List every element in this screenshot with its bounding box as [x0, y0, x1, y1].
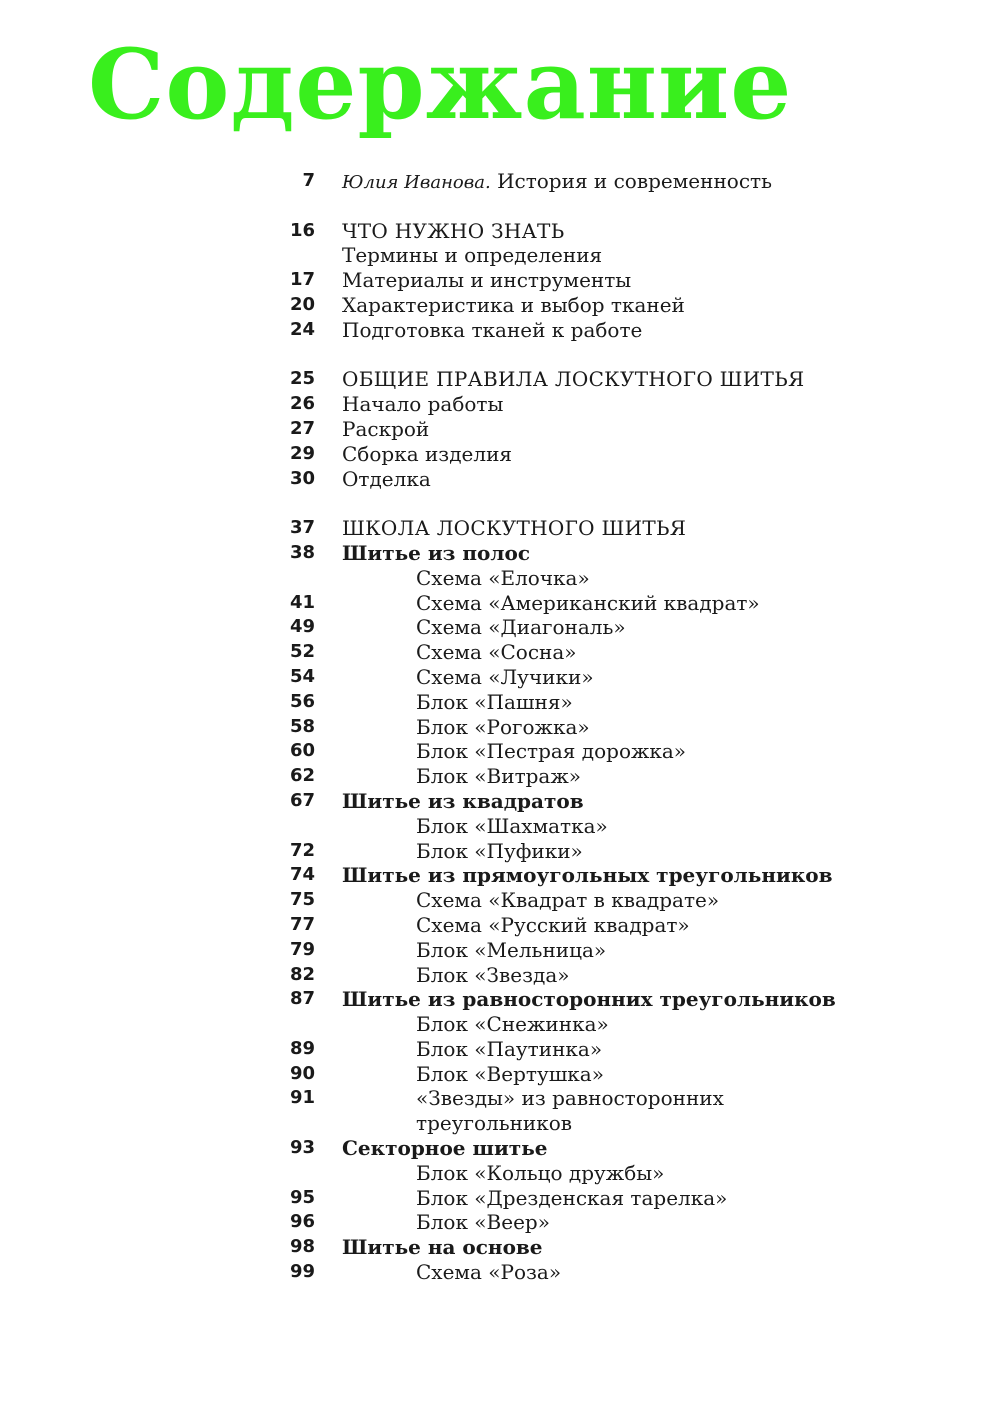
toc-page-number: 72	[289, 839, 315, 861]
toc-entry-text: Секторное шитье	[342, 1136, 548, 1161]
toc-entry-text: Отделка	[342, 466, 431, 491]
toc-entry-text: Блок «Веер»	[416, 1210, 550, 1235]
toc-entry-text: Шитье на основе	[342, 1235, 543, 1260]
toc-row[interactable]	[0, 814, 1000, 839]
toc-page-number: 62	[289, 765, 315, 787]
toc-row[interactable]	[0, 591, 1000, 616]
toc-entry-text: Схема «Американский квадрат»	[416, 590, 760, 615]
toc-page-number: 7	[302, 170, 315, 191]
toc-page-number: 79	[289, 938, 315, 960]
toc-page-number: 41	[289, 591, 315, 613]
toc-row[interactable]	[0, 938, 1000, 963]
toc-entry-text: «Звезды» из равносторонних	[416, 1086, 724, 1111]
section-gap	[0, 343, 1000, 368]
toc-row[interactable]	[0, 516, 1000, 541]
toc-row[interactable]	[0, 1037, 1000, 1062]
toc-entry-text: Схема «Сосна»	[416, 640, 577, 665]
toc-page-number: 16	[289, 219, 315, 241]
toc-intro-row[interactable]	[0, 169, 1000, 194]
toc-row[interactable]	[0, 367, 1000, 392]
toc-page-number: 24	[289, 318, 315, 340]
toc-row[interactable]	[0, 987, 1000, 1012]
toc-page-number: 54	[289, 665, 315, 687]
toc-entry-text: ШКОЛА ЛОСКУТНОГО ШИТЬЯ	[342, 516, 687, 541]
toc-row[interactable]	[0, 566, 1000, 591]
toc-entry-text: Схема «Квадрат в квадрате»	[416, 888, 720, 913]
toc-page-number: 37	[289, 517, 315, 539]
toc-entry-text: Блок «Пуфики»	[416, 838, 583, 863]
toc-page-number: 67	[289, 789, 315, 811]
toc-page-number: 49	[289, 616, 315, 638]
toc-row[interactable]	[0, 293, 1000, 318]
toc-row[interactable]	[0, 888, 1000, 913]
toc-entry-text: Шитье из прямоугольных треугольников	[342, 863, 833, 888]
toc-page-number: 26	[289, 393, 315, 415]
toc-entry-text: ОБЩИЕ ПРАВИЛА ЛОСКУТНОГО ШИТЬЯ	[342, 367, 805, 392]
toc-entry-text: Блок «Дрезденская тарелка»	[416, 1185, 728, 1210]
toc-row[interactable]	[0, 1062, 1000, 1087]
toc-entry-text: Блок «Снежинка»	[416, 1012, 609, 1037]
toc-row[interactable]	[0, 764, 1000, 789]
toc-page-number: 17	[289, 269, 315, 291]
toc-page-number: 98	[289, 1236, 315, 1258]
toc-row[interactable]	[0, 863, 1000, 888]
toc-entry-text: Блок «Мельница»	[416, 937, 607, 962]
toc-entry-text: Характеристика и выбор тканей	[342, 292, 685, 317]
toc-entry-text: Схема «Роза»	[416, 1260, 562, 1285]
toc-row[interactable]	[0, 392, 1000, 417]
toc-page-number: 60	[289, 740, 315, 762]
toc-row[interactable]	[0, 1260, 1000, 1285]
toc-row[interactable]	[0, 467, 1000, 492]
toc-page-number: 58	[289, 715, 315, 737]
toc-row[interactable]	[0, 268, 1000, 293]
toc-page-number: 89	[289, 1037, 315, 1059]
toc-row[interactable]	[0, 1111, 1000, 1136]
toc-row[interactable]	[0, 417, 1000, 442]
toc-entry-text	[342, 169, 772, 196]
toc-entry-text: Сборка изделия	[342, 441, 513, 466]
toc-entry-text: Подготовка тканей к работе	[342, 317, 643, 342]
toc-entry-text: Шитье из квадратов	[342, 788, 584, 813]
toc-entry-text: Блок «Звезда»	[416, 962, 570, 987]
toc-entry-text: Блок «Витраж»	[416, 764, 581, 789]
toc-page-number: 87	[289, 988, 315, 1010]
toc-entry-text: Блок «Шахматка»	[416, 813, 608, 838]
toc-entry-text: Начало работы	[342, 392, 504, 417]
toc-page-number: 38	[289, 541, 315, 563]
toc-entry-text: Схема «Елочка»	[416, 565, 590, 590]
toc-entry-text: Блок «Кольцо дружбы»	[416, 1160, 665, 1185]
toc-row[interactable]	[0, 789, 1000, 814]
toc-author: Юлия Иванова.	[342, 172, 491, 193]
toc-row[interactable]	[0, 913, 1000, 938]
toc-page-number: 91	[289, 1087, 315, 1109]
toc-entry-text: треугольников	[416, 1111, 573, 1136]
toc-row[interactable]	[0, 839, 1000, 864]
toc-row[interactable]	[0, 1186, 1000, 1211]
toc-row[interactable]	[0, 1210, 1000, 1235]
toc-entry-text: Материалы и инструменты	[342, 268, 632, 293]
toc-sections	[0, 194, 1000, 1285]
toc-page-number: 52	[289, 641, 315, 663]
toc-entry-text: Шитье из полос	[342, 540, 531, 565]
toc-entry-text: Блок «Пестрая дорожка»	[416, 739, 687, 764]
toc-row[interactable]	[0, 1086, 1000, 1111]
toc-row[interactable]	[0, 640, 1000, 665]
toc-row[interactable]	[0, 963, 1000, 988]
toc-row[interactable]	[0, 219, 1000, 244]
toc-page-number: 77	[289, 913, 315, 935]
toc-entry-text: ЧТО НУЖНО ЗНАТЬ	[342, 218, 565, 243]
toc-entry-text: Блок «Паутинка»	[416, 1036, 603, 1061]
toc-row[interactable]	[0, 1136, 1000, 1161]
toc-page-number: 30	[289, 467, 315, 489]
table-of-contents	[0, 169, 1000, 1285]
toc-row[interactable]	[0, 690, 1000, 715]
toc-entry-text: Схема «Диагональ»	[416, 615, 626, 640]
toc-intro-title: История и современность	[497, 169, 772, 193]
toc-entry-text: Блок «Пашня»	[416, 689, 573, 714]
toc-page-number: 25	[289, 368, 315, 390]
toc-row[interactable]	[0, 665, 1000, 690]
toc-row[interactable]	[0, 541, 1000, 566]
toc-page-number: 27	[289, 417, 315, 439]
toc-entry-text: Блок «Вертушка»	[416, 1061, 604, 1086]
toc-page-number: 20	[289, 293, 315, 315]
toc-row[interactable]	[0, 715, 1000, 740]
toc-page-number: 93	[289, 1137, 315, 1159]
toc-page-number: 29	[289, 442, 315, 464]
toc-row[interactable]	[0, 442, 1000, 467]
toc-entry-text: Схема «Лучики»	[416, 664, 594, 689]
toc-page-number: 96	[289, 1211, 315, 1233]
toc-page-number: 90	[289, 1062, 315, 1084]
section-gap	[0, 491, 1000, 516]
section-gap	[0, 194, 1000, 219]
toc-entry-text: Блок «Рогожка»	[416, 714, 590, 739]
toc-page-number: 56	[289, 690, 315, 712]
toc-page-number: 75	[289, 889, 315, 911]
toc-page-number: 82	[289, 963, 315, 985]
toc-page-number: 99	[289, 1261, 315, 1283]
toc-entry-text: Схема «Русский квадрат»	[416, 912, 690, 937]
toc-row[interactable]	[0, 1012, 1000, 1037]
toc-row[interactable]	[0, 243, 1000, 268]
page-title: Содержание	[88, 28, 793, 141]
toc-entry-text: Раскрой	[342, 416, 430, 441]
toc-row[interactable]	[0, 739, 1000, 764]
toc-row[interactable]	[0, 1161, 1000, 1186]
toc-row[interactable]	[0, 1235, 1000, 1260]
toc-entry-text: Термины и определения	[342, 243, 603, 268]
toc-page-number: 95	[289, 1186, 315, 1208]
toc-page-number: 74	[289, 864, 315, 886]
toc-entry-text: Шитье из равносторонних треугольников	[342, 987, 836, 1012]
toc-row[interactable]	[0, 615, 1000, 640]
toc-row[interactable]	[0, 318, 1000, 343]
